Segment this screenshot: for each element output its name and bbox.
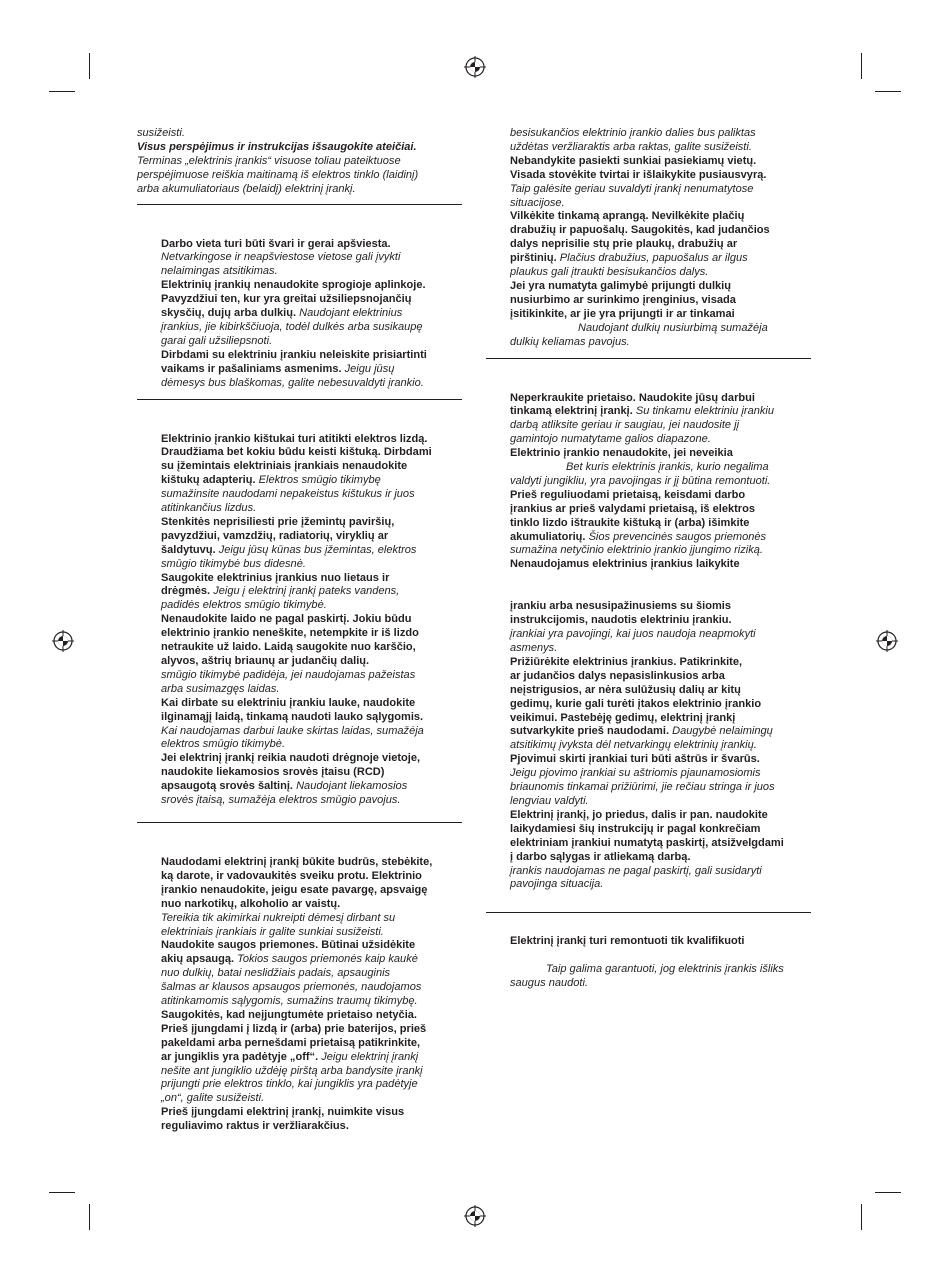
text-line: Elektrinių įrankių nenaudokite sprogioje aplinkoje. [161,279,426,292]
text-line: Su tinkamu elektriniu įrankiu [632,405,775,418]
text-line: įrankis naudojamas ne pagal paskirtį, gali susidaryti [510,864,762,877]
text-line: Saugokitės, kad neįjungtumėte prietaiso netyčia. [161,1008,417,1021]
text-line: smūgio tikimybė bus didesnė. [161,557,306,570]
text-line: pavyzdžiui, vamzdžių, radiatorių, viryklių ar [161,529,389,542]
text-line: veikimui. Pastebėję gedimų, elektrinį įrankį [510,711,736,724]
text-line: elektrinio įrankio neneškite, netempkite ir iš lizdo [161,627,419,640]
text-line: „on“, galite susižeisti. [161,1092,265,1105]
text-line: su įžemintais elektriniais įrankiais nenaudokite [161,460,408,473]
text-line: sutvarkykite prieš naudodami. [510,725,670,738]
text-line: Elektrinio įrankio nenaudokite, jei neveikia [510,447,733,460]
text-line: Kai dirbate su elektriniu įrankiu lauke, naudokite [161,696,416,709]
text-line: įrankiai yra pavojingi, kai juos naudoja neapmokyti [510,628,756,641]
section-divider [137,822,462,823]
crop-mark [875,91,901,92]
text-line: Nebandykite pasiekti sunkiai pasiekiamų vietų. [510,154,757,167]
text-line: Neperkraukite prietaiso. Naudokite jūsų darbui [510,391,755,404]
text-line: nešite ant jungiklio uždėję pirštą arba bandysite įrankį [161,1064,423,1077]
text-line: srovės įtaisą, sumažėja elektros smūgio pavojus. [161,794,401,807]
text-line: atitinkančius lizdus. [161,502,257,515]
text-line: Naudojant liekamosios [293,780,408,793]
text-line: atitinkamomis sąlygomis, sumažins traumų tikimybę. [161,995,418,1008]
text-line: besisukančios elektrinio įrankio dalies bus paliktas [510,127,756,139]
text-line: Pavyzdžiui ten, kur yra greitai užsiliepsnojančių [161,293,412,306]
text-line: Netvarkingose ir neapšviestose vietose gali įvykti [161,251,401,264]
tool-use-section [486,392,811,893]
crop-mark [49,91,75,92]
text-line: briaunomis tinkamai prižiūrimi, jie rečiau stringa ir juos [510,781,775,794]
text-line: Saugokite elektrinius įrankius nuo lietaus ir [161,571,390,584]
text-line: Prieš įjungdami į lizdą ir (arba) prie baterijos, prieš [161,1022,427,1035]
personal-safety-continued [486,127,811,350]
text-line: įrankius ar prieš valydami prietaisą, iš elektros [510,502,756,515]
registration-target-icon [52,630,74,652]
text-line: Draudžiama bet kokiu būdu keisti kištuką. Dirbdami [161,446,432,459]
text-line: ar judančios dalys nepasislinkusios arba [510,669,725,682]
text-line: Bet kuris elektrinis įrankis, kurio negalima [566,461,769,474]
text-line: Visada stovėkite tvirtai ir išlaikykite pusiausvyrą. [510,168,767,181]
text-line: ilginamąjį laidą, tinkamą naudoti lauko sąlygomis. [161,710,424,723]
text-line: arba susimazgęs laidas. [161,682,280,695]
text-line: Kai naudojamas darbui lauke skirtas laidas, sumažėja [161,724,424,737]
text-line: pirštinių. [510,252,557,265]
text-line: dulkių keliamas pavojus. [510,335,630,348]
text-line: drėgmės. [161,585,211,598]
text-line: situacijose. [510,196,565,209]
text-line: Prieš įjungdami elektrinį įrankį, nuimkite visus [161,1106,405,1119]
section-divider [486,912,811,913]
text-line: Jeigu jūsų [341,362,395,375]
text-line: Šios prevencinės saugos priemonės [585,530,767,543]
work-area-section [137,238,462,391]
text-line: nuo dulkių, batai neslidžiais padais, apsauginis [161,967,391,980]
text-line: pavojinga situacija. [510,878,604,891]
text-line: sumažinsite naudodami nepakeistus kištukus ir juos [161,488,415,501]
text-line: uždėtas veržliaraktis arba raktas, galite susižeisti. [510,140,752,153]
text-line: įrankius, jie kibirkščiuoja, todėl dulkės arba susikaupę [161,320,423,333]
text-line: Elektrinį įrankį, jo priedus, dalis ir pan. naudokite [510,808,768,821]
text-line: tinklo lizdo ištraukite kištuką ir (arba) išimkite [510,516,750,529]
registration-target-icon [876,630,898,652]
text-line: šalmas ar klausos apsaugos priemonės, naudojamos [161,981,422,994]
text-line: nelaimingas atsitikimas. [161,265,278,278]
text-line: Prieš reguliuodami prietaisą, keisdami darbo [510,488,746,501]
text-line: drabužių ir papuošalų. Saugokitės, kad judančios [510,224,770,237]
text-line: Terminas „elektrinis įrankis“ visuose toliau pateiktuose [137,154,401,167]
text-line: instrukcijomis, naudotis elektriniu įrankiu. [510,614,732,627]
registration-target-icon [464,56,486,78]
text-line: Prižiūrėkite elektrinius įrankius. Patikrinkite, [510,655,743,668]
text-line: Jei elektrinį įrankį reikia naudoti drėgnoje vietoje, [161,752,421,765]
crop-mark [875,1192,901,1193]
intro-block [137,127,462,197]
text-line: Taip galėsite geriau suvaldyti įrankį nenumatytose [510,182,754,195]
text-line: sumažina netyčinio elektrinio įrankio įjungimo riziką. [510,544,763,557]
text-line: gedimų, kurie gali turėti įtakos elektrinio įrankio [510,697,762,710]
text-line: Elektrinį įrankį turi remontuoti tik kvalifikuoti [510,935,745,948]
text-line: akumuliatorių. [510,530,586,543]
text-line: Daugybė nelaimingų [669,725,773,738]
text-line: Nenaudokite laido ne pagal paskirtį. Jokiu būdu [161,613,412,626]
text-line: Taip galima garantuoti, jog elektrinis įrankis išliks [546,963,784,976]
text-line: Jeigu elektrinį įrankį [318,1050,419,1063]
text-line: Elektros smūgio tikimybę [255,474,381,487]
crop-mark [89,1204,90,1230]
section-divider [486,358,811,359]
personal-safety-section [137,856,462,1134]
text-line: neįstrigusios, ar nėra sulūžusių dalių ar kitų [510,683,741,696]
service-section [486,935,811,991]
text-line: Plačius drabužius, papuošalus ar ilgus [556,252,748,265]
text-line: lengviau valdyti. [510,794,589,807]
text-line: įrankio nenaudokite, jeigu esate pavargę, apsvaigę [161,883,428,896]
text-line: perspėjimuose reiškia maitinamą iš elektros tinklo (laidinį) [137,168,419,181]
text-line: plaukus gali įtraukti besisukančios dalys. [510,266,709,279]
text-line: darbą atliksite geriau ir saugiau, jei naudosite jį [510,419,740,432]
registration-target-icon [464,1205,486,1227]
text-line: susižeisti. [137,127,185,139]
text-line: asmenys. [510,642,558,654]
text-line: elektriniais įrankiais ir galite sunkiai susižeisti. [161,925,384,938]
text-line: dalys neprisilie stų prie plaukų, drabužių ar [510,238,738,251]
crop-mark [89,53,90,79]
text-line: laikydamiesi šių instrukcijų ir pagal konkrečiam [510,822,761,835]
text-line: Nenaudojamus elektrinius įrankius laikykite [510,558,740,571]
text-line: įrankiu arba nesusipažinusiems su šiomis [510,600,732,613]
text-line: Naudodami elektrinį įrankį būkite budrūs, stebėkite, [161,855,433,868]
electrical-safety-section [137,433,462,808]
text-line: dėmesys bus blaškomas, galite nebesuvaldyti įrankio. [161,376,424,389]
text-line: tinkamą elektrinį įrankį. [510,405,633,418]
section-divider [137,399,462,400]
text-line: saugus naudoti. [510,977,589,990]
text-line: elektros smūgio tikimybė. [161,738,286,751]
text-line: įsitikinkite, ar jie yra prijungti ir ar tinkamai [510,307,735,320]
text-line: alyvos, aštrių briaunų ar judančių dalių. [161,655,370,667]
text-line: gamintojo numatytame galios diapazone. [510,433,711,446]
text-line: pakeldami arba pernešdami prietaisą patikrinkite, [161,1036,421,1049]
text-line: vaikams ir pašaliniams asmenims. [161,362,342,375]
text-line: garai gali užsiliepsnoti. [161,334,273,347]
crop-mark [861,53,862,79]
text-line: apsaugotą srovės šaltinį. [161,780,293,793]
text-line: ką darote, ir vadovaukitės sveiku protu. Elektrinio [161,869,422,882]
text-line: Pjovimui skirti įrankiai turi būti aštrūs ir švarūs. [510,753,760,766]
text-line: Jei yra numatyta galimybė prijungti dulkių [510,279,731,292]
text-line: ar jungiklis yra padėtyje „off“. [161,1050,319,1063]
text-line: smūgio tikimybė padidėja, jei naudojamas pažeistas [161,668,416,681]
text-line: Tokios saugos priemonės kaip kaukė [234,953,418,966]
text-line: Naudokite saugos priemones. Būtinai užsidėkite [161,939,416,952]
right-column [486,127,811,991]
text-line: skysčių, dujų arba dulkių. [161,307,297,320]
text-line: Stenkitės neprisiliesti prie įžemintų paviršių, [161,515,395,528]
text-line: arba akumuliatoriaus (belaidį) elektrinį įrankį. [137,182,356,195]
text-line: naudokite liekamosios srovės įtaisu (RCD) [161,766,385,779]
crop-mark [861,1204,862,1230]
text-line: reguliavimo raktus ir veržliarakčius. [161,1120,349,1133]
text-line: elektriniam įrankiui numatytą paskirtį, atsižvelgdami [510,836,784,849]
text-line: Darbo vieta turi būti švari ir gerai apšviesta. [161,237,391,250]
text-line: atsitikimų įvyksta dėl netvarkingų elektrinių įrankių. [510,739,757,752]
text-line: Dirbdami su elektriniu įrankiu neleiskite prisiartinti [161,348,427,361]
text-line: kištukų adapterių. [161,474,256,487]
section-divider [137,204,462,205]
text-line: nuo narkotikų, alkoholio ar vaistų. [161,897,341,910]
text-line: Jeigu į elektrinį įrankį pateks vandens, [210,585,400,598]
text-line: Jeigu jūsų kūnas bus įžemintas, elektros [215,543,417,556]
text-line: Visus perspėjimus ir instrukcijas išsaugokite ateičiai. [137,140,417,153]
text-line: šaldytuvų. [161,543,216,556]
text-line: Naudojant elektrinius [296,307,403,320]
text-line: valdyti jungikliu, yra pavojingas ir jį būtina remontuoti. [510,474,771,487]
text-line: į darbo sąlygas ir atliekamą darbą. [510,850,691,863]
text-line: Vilkėkite tinkamą aprangą. Nevilkėkite plačių [510,210,745,223]
text-line: netraukite už laido. Laidą saugokite nuo karščio, [161,641,416,654]
text-line: Naudojant dulkių nusiurbimą sumažėja [578,321,768,334]
text-line: prijungti prie elektros tinklo, kai jungiklis yra padėtyje [161,1078,418,1091]
text-line: Elektrinio įrankio kištukai turi atitikti elektros lizdą. [161,432,428,445]
text-line: Tereikia tik akimirkai nukreipti dėmesį dirbant su [161,911,396,924]
text-line: Jeigu pjovimo įrankiai su aštriomis pjaunamosiomis [510,767,761,780]
text-line: nusiurbimo ar surinkimo įrenginius, visada [510,293,736,306]
crop-mark [49,1192,75,1193]
text-line: akių apsaugą. [161,953,235,966]
text-line: padidės elektros smūgio tikimybė. [161,599,327,612]
left-column [137,127,462,1134]
